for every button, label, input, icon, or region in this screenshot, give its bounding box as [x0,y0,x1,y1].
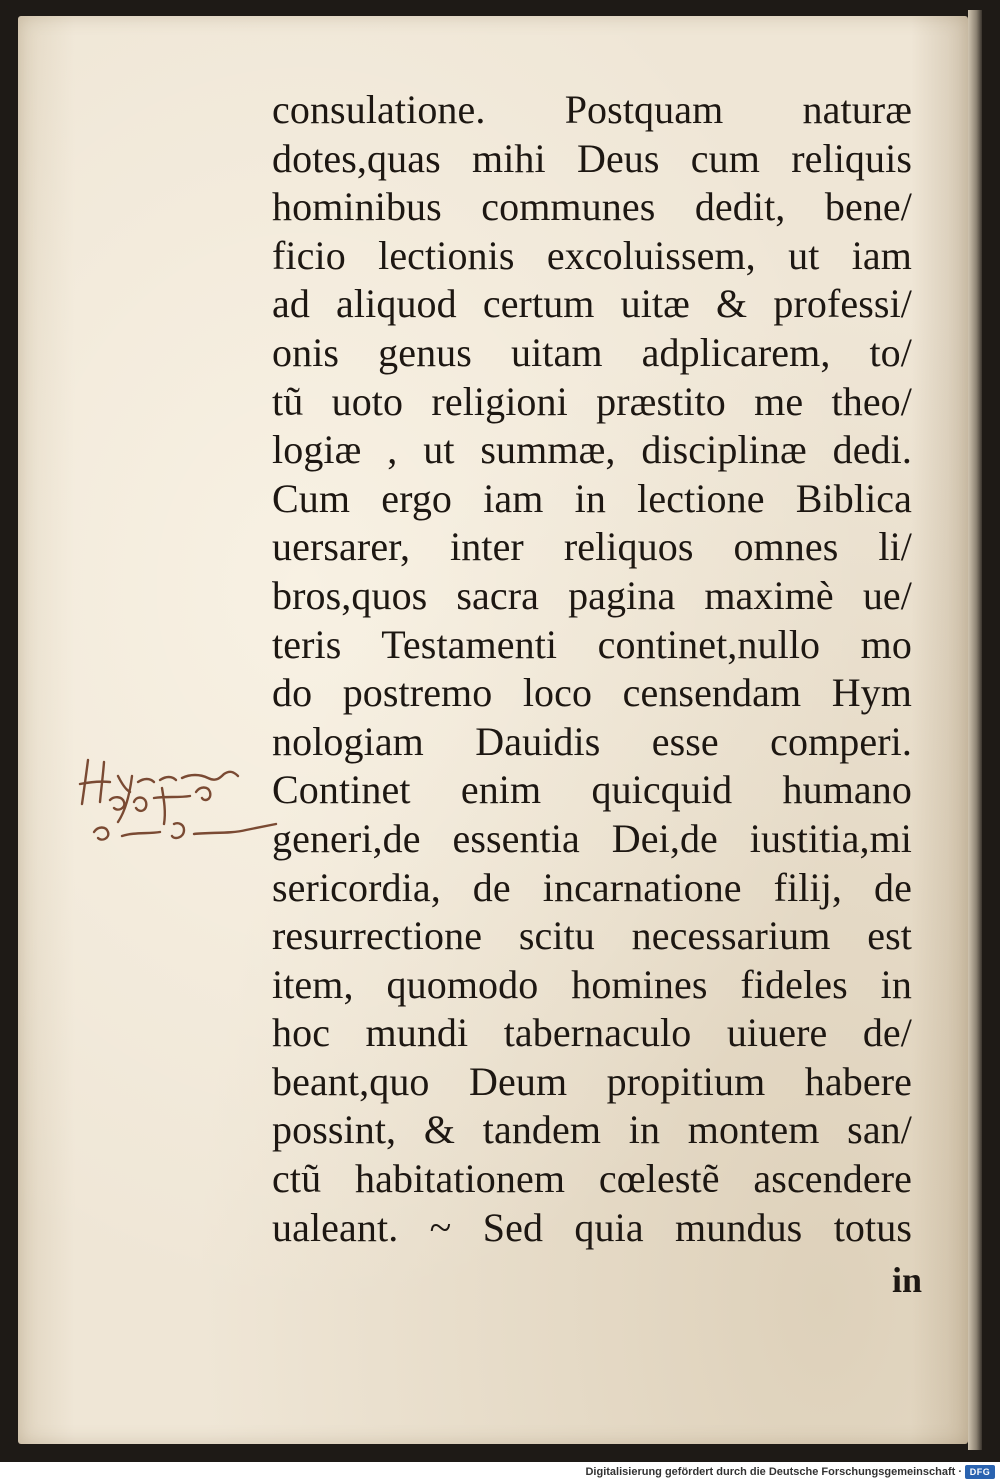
text-line: onis genus uitam adplicarem, to/ [272,329,912,375]
text-line: item, quomodo homines fideles in [272,961,912,1007]
text-line: uersarer, inter reliquos omnes li/ [272,524,912,570]
text-line: resurrectione scitu necessarium est [272,913,912,959]
text-line: bros,quos sacra pagina maximè ue/ [272,572,912,618]
text-line: logiæ , ut summæ, disciplinæ dedi. [272,427,912,473]
handwritten-marginal-note-icon [70,752,280,862]
catchword: in [891,1260,922,1300]
text-line: ficio lectionis excoluissem, ut iam [272,232,912,278]
text-line: Continet enim quicquid humano [272,767,912,813]
text-block [272,86,912,1252]
text-line: beant,quo Deum propitium habere [272,1058,912,1104]
text-line: Cum ergo iam in lectione Biblica [272,475,912,521]
text-line: hoc mundi tabernaculo uiuere de/ [272,1010,912,1056]
text-line: sericordia, de incarnatione filij, de [272,864,912,910]
text-line: ad aliquod certum uitæ & professi/ [272,281,912,327]
text-line: tũ uoto religioni præstito me theo/ [272,378,912,424]
dfg-logo-icon: DFG [965,1465,995,1479]
text-line: ctũ habitationem cœlestẽ ascendere [272,1156,912,1202]
text-line: dotes,quas mihi Deus cum reliquis [272,135,912,181]
text-line: nologiam Dauidis esse comperi. [272,718,912,764]
text-line: teris Testamenti continet,nullo mo [272,621,912,667]
text-line: consulatione. Postquam naturæ [272,87,912,132]
text-line: generi,de essentia Dei,de iustitia,mi [272,815,912,861]
text-line: hominibus communes dedit, bene/ [272,184,912,230]
page-edge [968,10,982,1450]
footer-credit: Digitalisierung gefördert durch die Deutsche Forschungsgemeinschaft · [585,1466,962,1478]
text-line: ualeant. ~ Sed quia mundus totus [272,1204,912,1250]
text-line: possint, & tandem in montem san/ [272,1107,912,1153]
text-line: do postremo loco censendam Hym [272,670,912,716]
